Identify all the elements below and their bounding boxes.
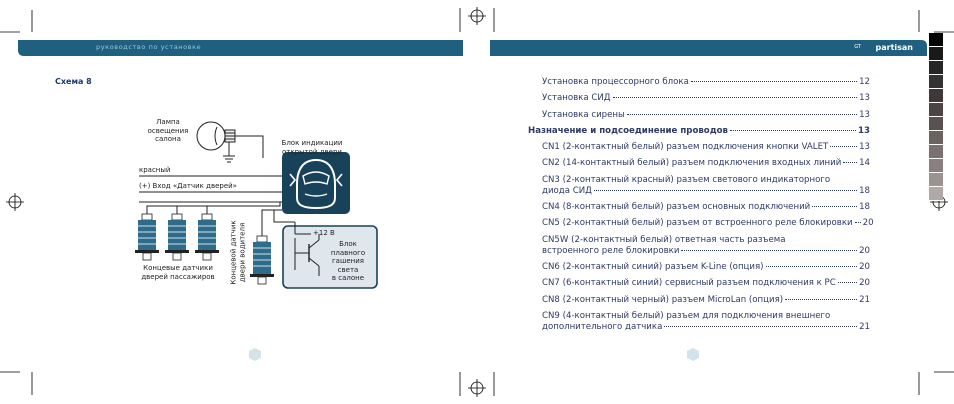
toc-entry-title: Установка процессорного блока — [542, 77, 689, 87]
driver-sensor — [250, 236, 274, 284]
toc-entry-page: 21 — [859, 321, 870, 332]
toc-entry-title: CN2 (14-контактный белый) разъем подключения входных линий — [542, 158, 842, 169]
door-indicator-block — [282, 152, 350, 214]
toc-entry[interactable] — [528, 218, 874, 229]
dimmer-label-line: гашения — [331, 257, 365, 265]
header-title: руководство по установке — [96, 43, 202, 51]
indicator-label-line: открытой двери — [282, 147, 342, 156]
brand-model: GT — [854, 44, 861, 50]
brand-logo: partisan — [875, 43, 913, 52]
toc-entry[interactable] — [528, 158, 870, 169]
passenger-sensor-1 — [135, 214, 159, 260]
passenger-sensors-label-line: дверей пассажиров — [141, 272, 215, 281]
toc-entry-title: CN4 (8-контактный белый) разъем основных подключений — [542, 202, 811, 213]
toc-entry-title: встроенного реле блокировки — [542, 245, 680, 256]
toc-entry-title-line1: CN9 (4-контактный белый) разъем для подключения внешнего — [542, 310, 831, 321]
passenger-sensor-2 — [165, 214, 189, 260]
lamp-label-line: салона — [155, 135, 181, 143]
toc-entry-page: 13 — [859, 93, 870, 104]
toc-entry-title-line1: CN5W (2-контактный белый) ответная часть разъема — [542, 234, 786, 245]
toc-entry[interactable] — [528, 278, 870, 289]
driver-sensor-label — [230, 213, 247, 293]
color-swatch — [929, 103, 943, 117]
passenger-sensor-3 — [195, 214, 219, 260]
color-swatch — [929, 61, 943, 75]
toc-entry-page: 21 — [859, 294, 870, 305]
toc-section[interactable] — [528, 126, 870, 137]
toc-entry-page: 20 — [862, 218, 874, 229]
toc-entry-title: дополнительного датчика — [542, 321, 663, 332]
toc-entry[interactable] — [528, 262, 870, 273]
toc-entry-page: 12 — [859, 77, 870, 87]
toc-entry-page: 18 — [859, 185, 870, 196]
toc-entry-title-line1: CN3 (2-контактный красный) разъем светового индикаторного — [542, 174, 831, 185]
schema-title: Схема 8 — [55, 77, 92, 86]
indicator-label — [270, 139, 354, 156]
lamp-label — [138, 118, 198, 144]
header-bar-left — [18, 40, 463, 56]
toc-entry[interactable] — [528, 93, 870, 104]
indicator-label-line: Блок индикации — [281, 139, 343, 147]
toc-entry-page: 13 — [859, 109, 870, 120]
toc-entry-title: диода СИД — [542, 185, 592, 196]
toc-entry[interactable] — [528, 77, 870, 88]
page-marker-right — [687, 348, 699, 361]
registration-mark-left — [6, 193, 24, 211]
toc-entry-page: 20 — [859, 278, 870, 289]
color-swatch — [929, 33, 943, 47]
passenger-sensors-label — [128, 264, 228, 281]
toc-entry-page: 18 — [859, 202, 870, 213]
toc-entry[interactable] — [528, 235, 870, 257]
lamp-label-line: освещения — [147, 126, 189, 135]
toc-entry[interactable] — [528, 110, 870, 121]
header-bar-right — [490, 40, 927, 56]
plus12-label: +12 В — [313, 229, 335, 237]
color-swatch — [929, 173, 943, 187]
toc-entry-page: 13 — [859, 142, 870, 153]
toc-entry-page: 20 — [859, 245, 870, 256]
wire-red-label: красный — [139, 166, 171, 174]
toc-section-page: 13 — [858, 125, 870, 136]
toc-entry-page: 20 — [859, 261, 870, 272]
toc-section-title: Назначение и подсоединение проводов — [528, 125, 728, 136]
color-swatch — [929, 159, 943, 173]
dimmer-label-line: Блок — [339, 240, 357, 248]
door-sensor-input-label: (+) Вход «Датчик дверей» — [139, 182, 237, 190]
toc-entry-title: Установка сирены — [542, 109, 625, 120]
toc-entry-page: 14 — [859, 158, 870, 169]
passenger-sensors-label-line: Концевые датчики — [143, 264, 213, 272]
registration-mark-top — [468, 7, 486, 25]
color-swatch — [929, 187, 943, 201]
toc-entry[interactable] — [528, 175, 870, 197]
dimmer-label — [326, 240, 370, 283]
toc-entry-title: CN5 (2-контактный белый) разъем от встроенного реле блокировки — [542, 218, 853, 229]
dimmer-label-line: в салоне — [331, 274, 365, 282]
lamp-wire — [238, 136, 263, 158]
lamp-label-line: Лампа — [156, 118, 180, 126]
color-swatch — [929, 75, 943, 89]
toc-entry-title: CN7 (6-контактный синий) сервисный разъем подключения к PC — [542, 278, 836, 289]
table-of-contents — [528, 77, 874, 338]
color-swatch — [929, 131, 943, 145]
toc-entry-title: Установка СИД — [542, 93, 611, 104]
toc-entry-title: CN8 (2-контактный черный) разъем MicroLan (опция) — [542, 294, 784, 305]
toc-entry-title: CN6 (2-контактный синий) разъем K-Line (опция) — [542, 261, 764, 272]
color-swatch — [929, 47, 943, 61]
registration-mark-bottom — [468, 379, 486, 397]
page-marker-left — [249, 348, 261, 361]
toc-entry[interactable] — [528, 295, 870, 306]
driver-sensor-label-line: двери водителя — [238, 222, 246, 283]
dimmer-label-line: света — [337, 265, 359, 274]
color-strip — [929, 33, 943, 201]
color-swatch — [929, 145, 943, 159]
color-swatch — [929, 117, 943, 131]
toc-entry[interactable] — [528, 142, 870, 153]
toc-entry[interactable] — [528, 202, 870, 213]
dimmer-label-line: плавного — [330, 248, 366, 257]
lamp-icon — [197, 122, 238, 162]
color-swatch — [929, 89, 943, 103]
driver-sensor-label-line: Концевой датчик — [229, 220, 238, 285]
toc-entry-title: CN1 (2-контактный белый) разъем подключения кнопки VALET — [542, 142, 829, 153]
toc-entry[interactable] — [528, 311, 870, 333]
